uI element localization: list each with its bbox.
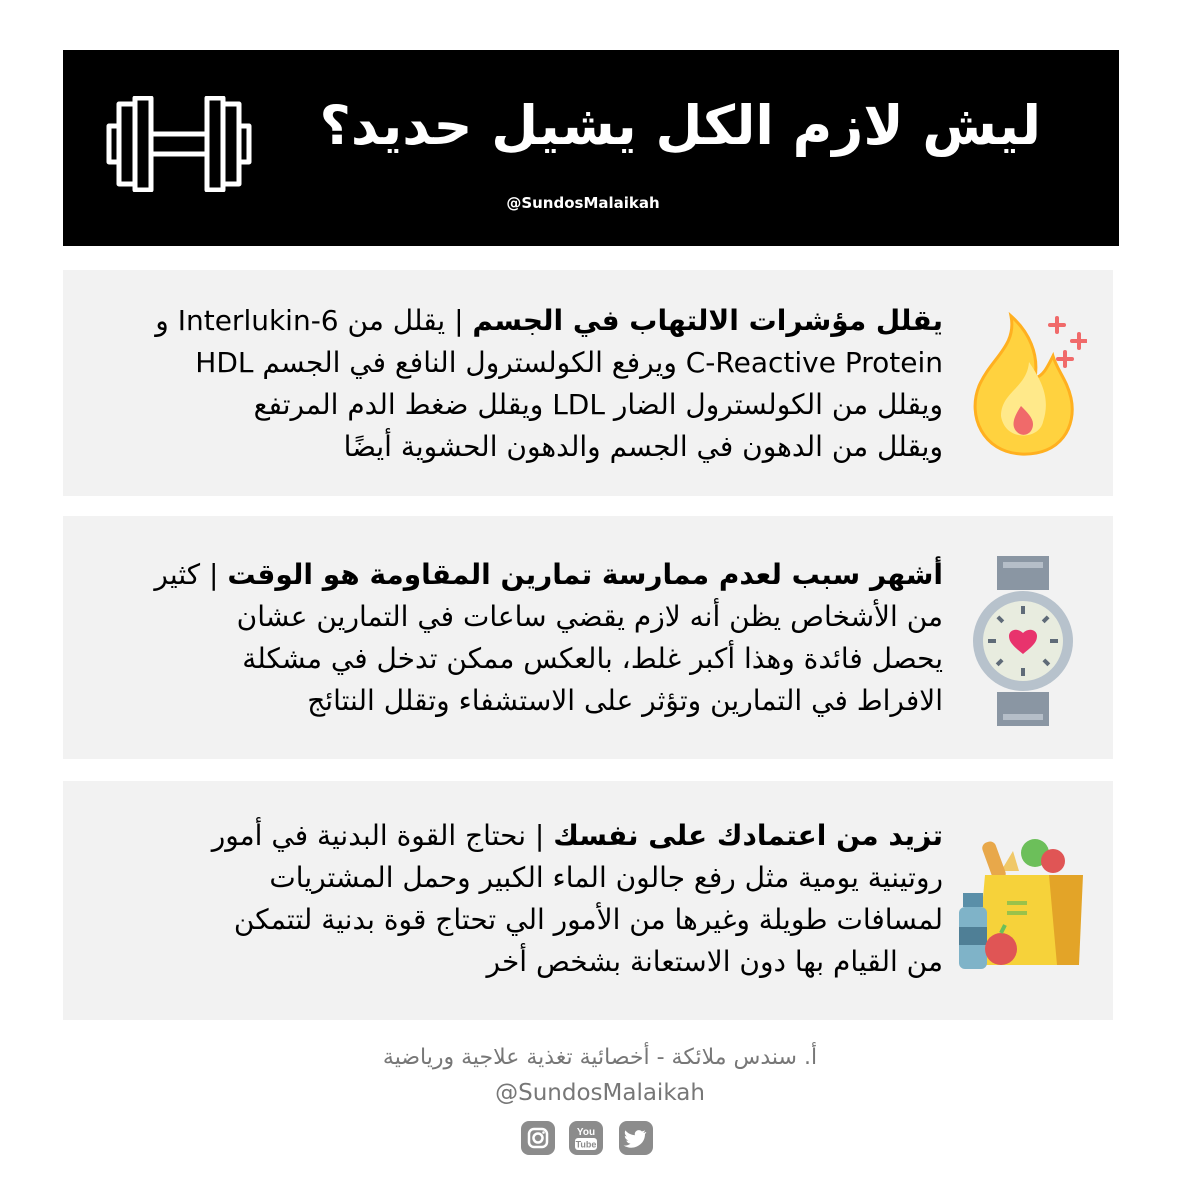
- youtube-you-label: You: [576, 1127, 596, 1138]
- youtube-tube-label: Tube: [575, 1139, 597, 1150]
- text-segment: LDL: [552, 388, 605, 421]
- text-segment: و: [155, 304, 178, 337]
- youtube-icon[interactable]: [569, 1121, 603, 1155]
- text-segment: | نحتاج القوة البدنية في أمور: [211, 819, 554, 852]
- twitter-icon[interactable]: [619, 1121, 653, 1155]
- benefit-card-inflammation: [63, 270, 1113, 496]
- author-handle[interactable]: @SundosMalaikah: [495, 1080, 705, 1106]
- text-segment: ويقلل من الدهون في الجسم والدهون الحشوية أيضًا: [343, 430, 943, 463]
- text-segment: C-Reactive Protein: [685, 346, 943, 379]
- groceries-icon: [957, 831, 1087, 971]
- header-banner: [63, 50, 1119, 246]
- text-segment: HDL: [195, 346, 254, 379]
- text-segment: من الأشخاص يظن أنه لازم يقضي ساعات في التمارين عشان: [236, 600, 943, 633]
- page-title: ليش لازم الكل يشيل حديد؟: [319, 94, 1041, 157]
- benefit-heading: يقلل مؤشرات الالتهاب في الجسم: [472, 304, 943, 337]
- text-segment: | يقلل من: [338, 304, 473, 337]
- dumbbell-icon: [105, 96, 253, 192]
- benefit-card-time: [63, 516, 1113, 759]
- text-segment: Interlukin-6: [177, 304, 339, 337]
- text-segment: روتينية يومية مثل رفع جالون الماء الكبير وحمل المشتريات: [269, 861, 943, 894]
- text-segment: ويقلل من الكولسترول الضار: [604, 388, 943, 421]
- benefit-card-independence: [63, 781, 1113, 1020]
- flame-icon: [961, 306, 1087, 456]
- benefit-heading: تزيد من اعتمادك على نفسك: [553, 819, 943, 852]
- benefit-text: [83, 300, 943, 468]
- text-segment: ويقلل ضغط الدم المرتفع: [253, 388, 553, 421]
- text-segment: الافراط في التمارين وتؤثر على الاستشفاء وتقلل النتائج: [307, 684, 943, 717]
- text-segment: | كثير: [154, 558, 228, 591]
- text-segment: يحصل فائدة وهذا أكبر غلط، بالعكس ممكن تدخل في مشكلة: [242, 642, 943, 675]
- text-segment: من القيام بها دون الاستعانة بشخص أخر: [486, 945, 943, 978]
- watch-heart-icon: [973, 556, 1073, 726]
- author-credit: أ. سندس ملائكة - أخصائية تغذية علاجية ورياضية: [382, 1045, 818, 1070]
- benefit-text: [83, 554, 943, 722]
- instagram-icon[interactable]: [521, 1121, 555, 1155]
- benefit-heading: أشهر سبب لعدم ممارسة تمارين المقاومة هو الوقت: [227, 558, 943, 591]
- text-segment: ويرفع الكولسترول النافع في الجسم: [253, 346, 686, 379]
- header-handle: @SundosMalaikah: [506, 194, 660, 212]
- benefit-text: [83, 815, 943, 983]
- text-segment: لمسافات طويلة وغيرها من الأمور الي تحتاج قوة بدنية لتتمكن: [233, 903, 943, 936]
